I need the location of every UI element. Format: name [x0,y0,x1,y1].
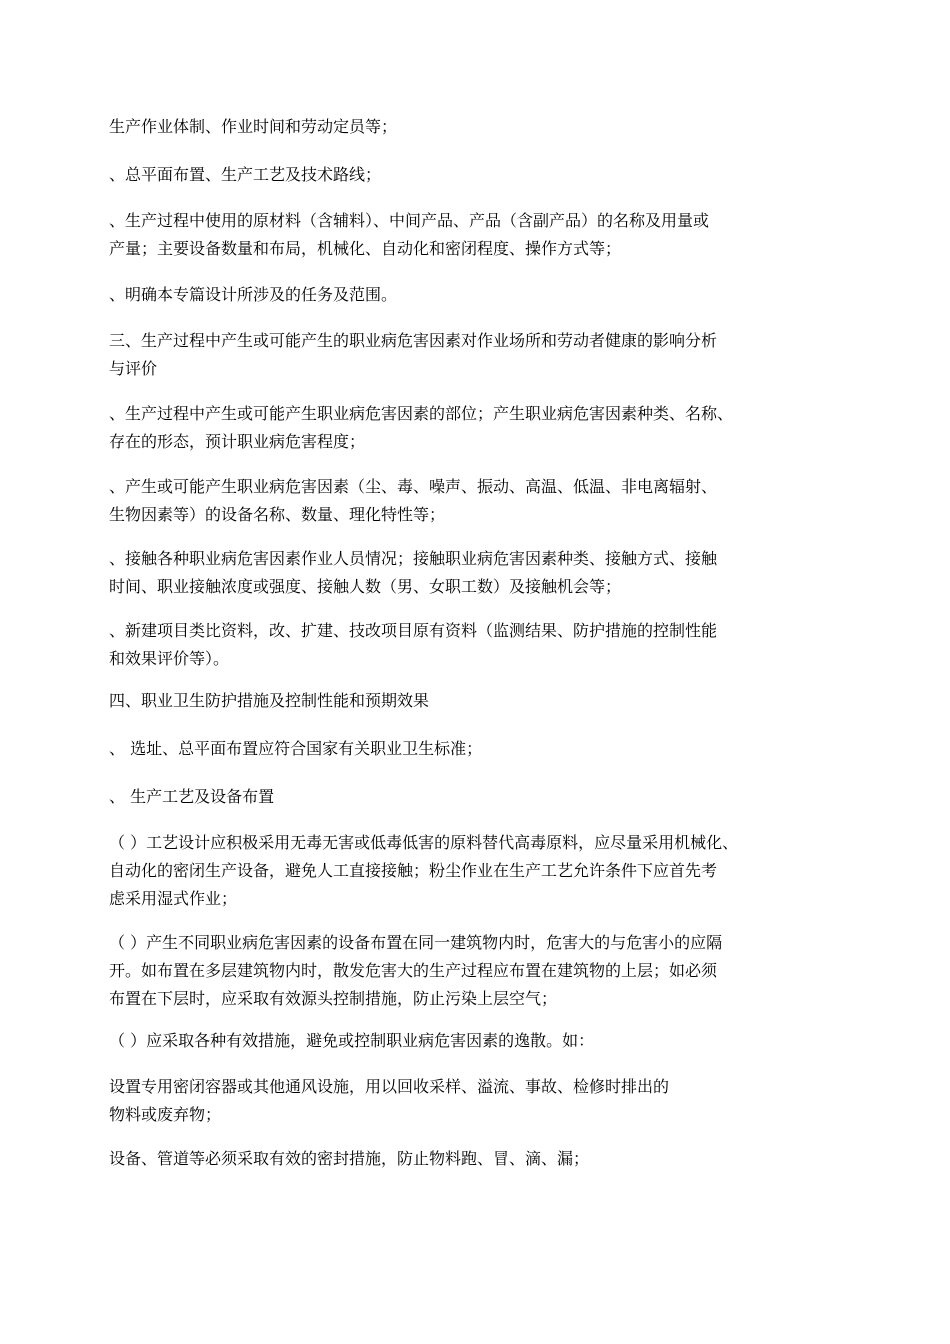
text-line: 时间、职业接触浓度或强度、接触人数（男、女职工数）及接触机会等； [109,577,622,596]
section-heading-3 [109,327,844,383]
text-line: 和效果评价等）。 [109,649,230,668]
text-line: 、 选址、总平面布置应符合国家有关职业卫生标准； [109,739,483,758]
text-line: 生物因素等）的设备名称、数量、理化特性等； [109,505,446,524]
text-line: 自动化的密闭生产设备，避免人工直接接触；粉尘作业在生产工艺允许条件下应首先考 [109,861,718,880]
text-line: 、 生产工艺及设备布置 [109,787,275,806]
paragraph-site-selection [109,735,844,763]
text-line: 开。如布置在多层建筑物内时，散发危害大的生产过程应布置在建筑物的上层；如必须 [109,961,718,980]
paragraph-work-system [109,113,844,141]
text-line: 、接触各种职业病危害因素作业人员情况；接触职业病危害因素种类、接触方式、接触 [109,549,718,568]
text-line: （ ）产生不同职业病危害因素的设备布置在同一建筑物内时，危害大的与危害小的应隔 [109,933,723,952]
text-line: 存在的形态，预计职业病危害程度； [109,432,366,451]
text-line: 虑采用湿式作业； [109,889,238,908]
paragraph-raw-materials [109,207,844,263]
text-line: 产量；主要设备数量和布局，机械化、自动化和密闭程度、操作方式等； [109,239,622,258]
paragraph-task-scope [109,281,844,309]
text-line: 三、生产过程中产生或可能产生的职业病危害因素对作业场所和劳动者健康的影响分析 [109,331,718,350]
text-line: 、新建项目类比资料，改、扩建、技改项目原有资料（监测结果、防护措施的控制性能 [109,621,718,640]
text-line: 布置在下层时，应采取有效源头控制措施，防止污染上层空气； [109,989,558,1008]
section-heading-4 [109,687,844,715]
text-line: 与评价 [109,359,158,378]
paragraph-equipment-separation [109,929,844,1013]
text-line: 、明确本专篇设计所涉及的任务及范围。 [109,285,398,304]
paragraph-sealing-measures [109,1145,844,1173]
paragraph-hazard-location [109,400,844,456]
text-line: 设备、管道等必须采取有效的密封措施，防止物料跑、冒、滴、漏； [109,1149,590,1168]
text-line: （ ）工艺设计应积极采用无毒无害或低毒低害的原料替代高毒原料，应尽量采用机械化、 [109,833,739,852]
paragraph-exposed-personnel [109,545,844,601]
paragraph-sealed-containers [109,1073,844,1129]
paragraph-dispersion-control [109,1027,844,1055]
text-line: 四、职业卫生防护措施及控制性能和预期效果 [109,691,430,710]
paragraph-analog-data [109,617,844,673]
text-line: 、产生或可能产生职业病危害因素（尘、毒、噪声、振动、高温、低温、非电离辐射、 [109,477,718,496]
text-line: 、生产过程中产生或可能产生职业病危害因素的部位；产生职业病危害因素种类、名称、 [109,404,734,423]
text-line: 、生产过程中使用的原材料（含辅料）、中间产品、产品（含副产品）的名称及用量或 [109,211,710,230]
text-line: 设置专用密闭容器或其他通风设施，用以回收采样、溢流、事故、检修时排出的 [109,1077,670,1096]
text-line: （ ）应采取各种有效措施，避免或控制职业病危害因素的逸散。如： [109,1031,595,1050]
text-line: 、总平面布置、生产工艺及技术路线； [109,165,382,184]
paragraph-process-layout [109,783,844,811]
paragraph-process-design [109,829,844,913]
paragraph-hazard-equipment [109,473,844,529]
text-line: 生产作业体制、作业时间和劳动定员等； [109,117,398,136]
text-line: 物料或废弃物； [109,1105,222,1124]
paragraph-general-layout [109,161,844,189]
